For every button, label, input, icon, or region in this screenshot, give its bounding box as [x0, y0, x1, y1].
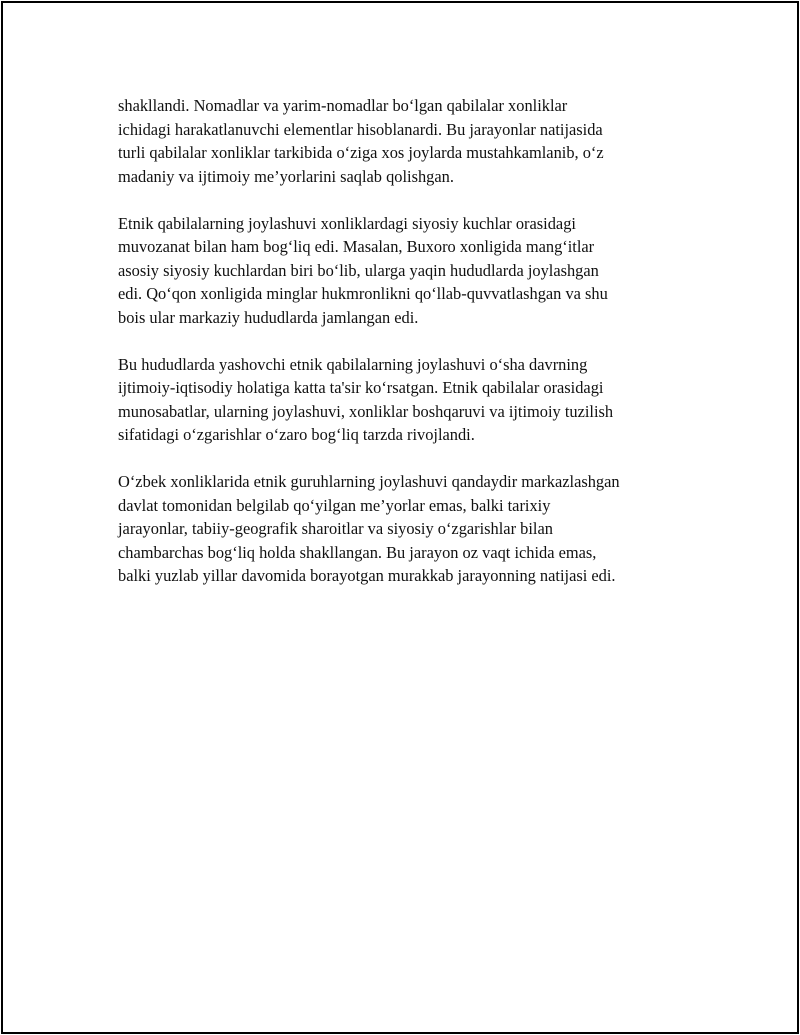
text-line: ijtimoiy-iqtisodiy holatiga katta ta'sir ko‘rsatgan. Etnik qabilalar orasidagi	[118, 378, 604, 397]
text-line: turli qabilalar xonliklar tarkibida o‘ziga xos joylarda mustahkamlanib, o‘z	[118, 143, 604, 162]
text-line: chambarchas bog‘liq holda shakllangan. Bu jarayon oz vaqt ichida emas,	[118, 542, 597, 562]
text-line: balki yuzlab yillar davomida borayotgan murakkab jarayonning natijasi edi.	[118, 566, 616, 585]
text-line: sifatidagi o‘zgarishlar o‘zaro bog‘liq tarzda rivojlandi.	[118, 425, 475, 444]
text-line: madaniy va ijtimoiy me’yorlarini saqlab qolishgan.	[118, 166, 454, 186]
paragraph-1	[118, 94, 698, 188]
text-line: jarayonlar, tabiiy-geografik sharoitlar va siyosiy o‘zgarishlar bilan	[118, 519, 553, 538]
text-line: edi. Qo‘qon xonligida minglar hukmronlikni qo‘llab-quvvatlashgan va shu	[118, 284, 608, 303]
paragraph-2	[118, 212, 698, 330]
text-line: muvozanat bilan ham bog‘liq edi. Masalan, Buxoro xonligida mang‘itlar	[118, 237, 595, 256]
text-line: bois ular markaziy hududlarda jamlangan edi.	[118, 307, 419, 327]
text-line: ichidagi harakatlanuvchi elementlar hisoblanardi. Bu jarayonlar natijasida	[118, 119, 603, 139]
text-line: Bu hududlarda yashovchi etnik qabilalarning joylashuvi o‘sha davrning	[118, 354, 588, 374]
document-body	[118, 94, 698, 611]
paragraph-3	[118, 353, 698, 447]
text-line: munosabatlar, ularning joylashuvi, xonliklar boshqaruvi va ijtimoiy tuzilish	[118, 401, 614, 421]
text-line: shakllandi. Nomadlar va yarim-nomadlar bo‘lgan qabilalar xonliklar	[118, 96, 568, 115]
text-line: asosiy siyosiy kuchlardan biri bo‘lib, ularga yaqin hududlarda joylashgan	[118, 260, 599, 280]
text-line: Etnik qabilalarning joylashuvi xonliklardagi siyosiy kuchlar orasidagi	[118, 213, 576, 233]
paragraph-4	[118, 470, 698, 588]
text-line: davlat tomonidan belgilab qo‘yilgan me’yorlar emas, balki tarixiy	[118, 495, 551, 515]
document-page	[1, 1, 799, 1034]
text-line: O‘zbek xonliklarida etnik guruhlarning joylashuvi qandaydir markazlashgan	[118, 472, 620, 491]
